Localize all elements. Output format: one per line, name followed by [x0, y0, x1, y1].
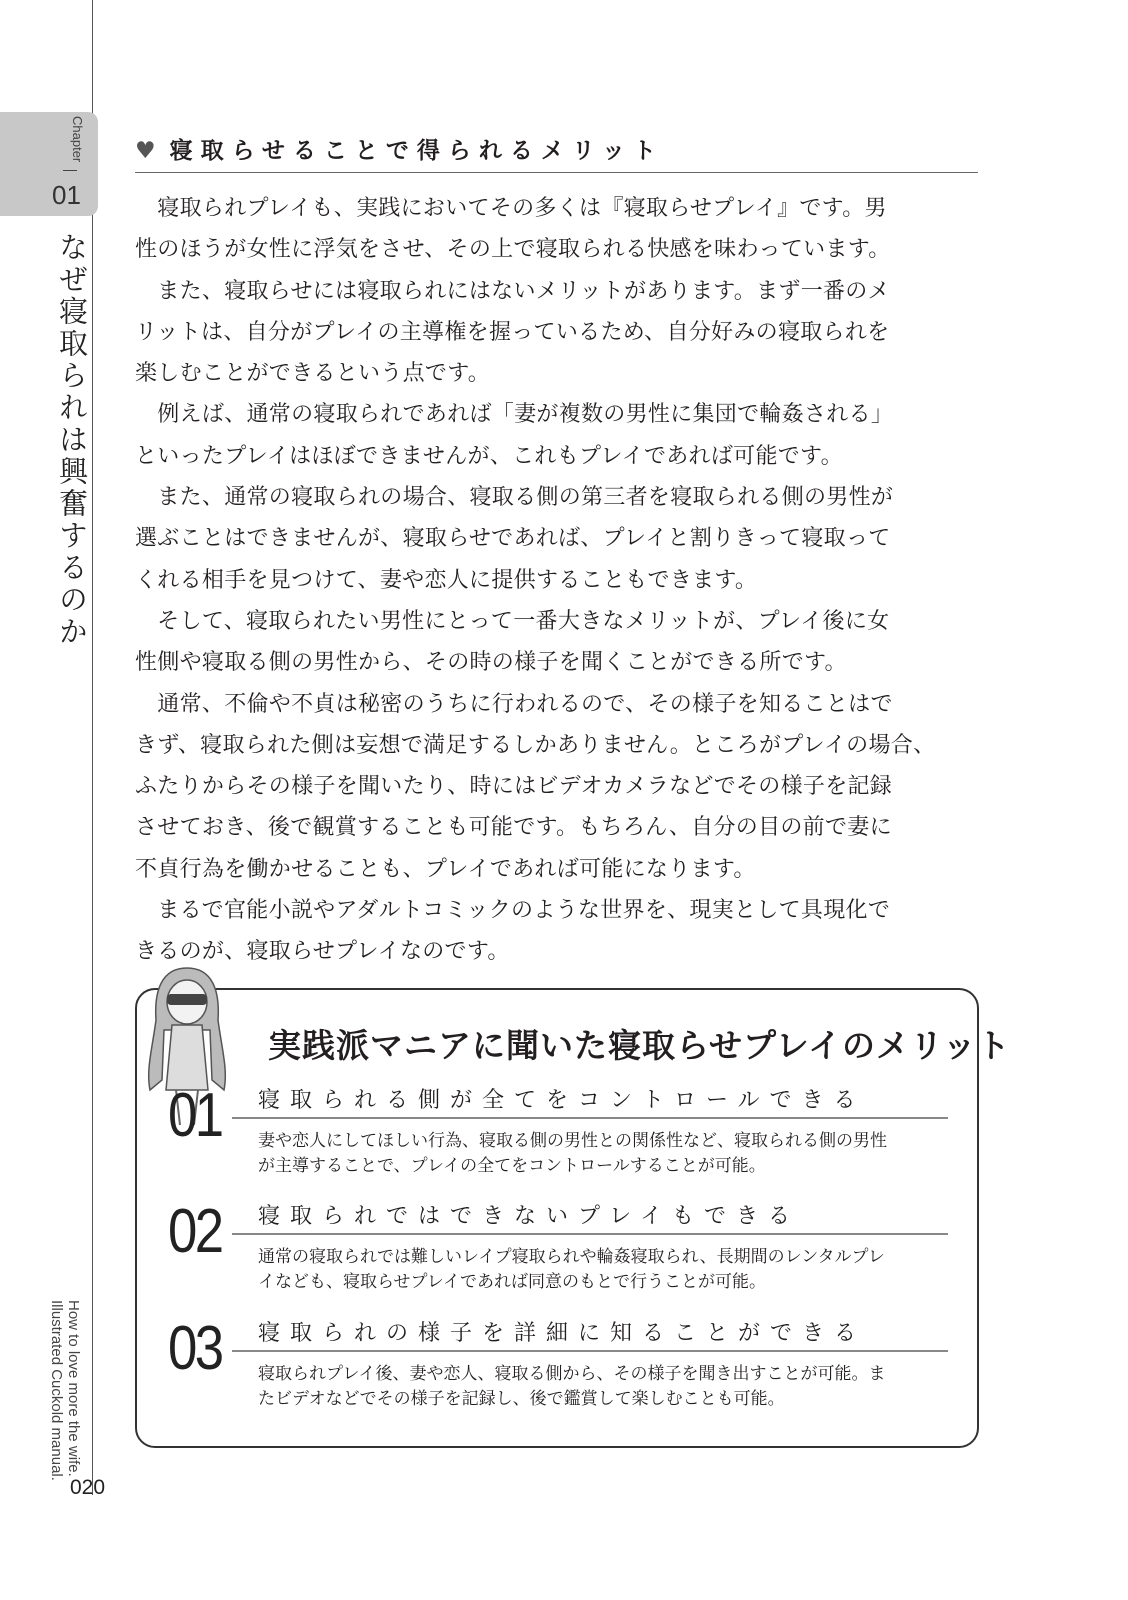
section-heading-text: 寝取らせることで得られるメリット: [169, 138, 665, 164]
body-line: 例えば、通常の寝取られであれば「妻が複数の男性に集団で輪姦される」: [135, 402, 894, 428]
item-divider: [232, 1350, 948, 1352]
body-line: きず、寝取られた側は妄想で満足するしかありません。ところがプレイの場合、: [135, 732, 936, 758]
box-title: 実践派マニアに聞いた寝取らせプレイのメリット: [268, 1026, 1011, 1065]
book-title-line: Illustrated Cuckold manual.: [48, 1300, 65, 1481]
body-line: 寝取られプレイも、実践においてその多くは『寝取らせプレイ』です。男: [135, 196, 887, 221]
body-line: きるのが、寝取らせプレイなのです。: [135, 939, 510, 965]
item-divider: [232, 1117, 948, 1119]
book-title-line: How to love more the wife.: [65, 1300, 82, 1477]
body-line: 性のほうが女性に浮気をさせ、その上で寝取られる快感を味わっています。: [135, 237, 891, 263]
chapter-divider: [63, 170, 77, 171]
item-heading: 寝取られではできないプレイもできる: [258, 1204, 801, 1229]
item-description: 寝取られプレイ後、妻や恋人、寝取る側から、その様子を聞き出すことが可能。ま たビデオなどでその様子を記録し、後で鑑賞して楽しむことも可能。: [258, 1364, 886, 1409]
body-line: くれる相手を見つけて、妻や恋人に提供することもできます。: [135, 567, 758, 593]
body-text: [135, 188, 995, 973]
item-divider: [232, 1233, 948, 1235]
body-line: させておき、後で観賞することも可能です。もちろん、自分の目の前で妻に: [135, 815, 892, 841]
page-number: 020: [70, 1476, 106, 1499]
body-line: リットは、自分がプレイの主導権を握っているため、自分好みの寝取られを: [135, 319, 890, 345]
item-number: 03: [168, 1314, 222, 1383]
section-heading: [135, 132, 978, 173]
margin-rule: [92, 0, 93, 1495]
body-line: そして、寝取られたい男性にとって一番大きなメリットが、プレイ後に女: [135, 608, 890, 634]
chapter-number: 01: [52, 180, 81, 210]
body-line: 性側や寝取る側の男性から、その時の様子を聞くことができる所です。: [135, 650, 847, 676]
body-line: 不貞行為を働かせることも、プレイであれば可能になります。: [135, 856, 756, 882]
chapter-label: Chapter: [70, 116, 85, 163]
book-title: [48, 1300, 82, 1481]
heart-icon: ♥: [135, 138, 164, 164]
body-line: 通常、不倫や不貞は秘密のうちに行われるので、その様子を知ることはで: [135, 691, 893, 717]
body-line: 選ぶことはできませんが、寝取らせであれば、プレイと割りきって寝取って: [135, 526, 891, 552]
item-heading: 寝取られの様子を詳細に知ることができる: [258, 1321, 867, 1346]
body-line: まるで官能小説やアダルトコミックのような世界を、現実として具現化で: [135, 898, 891, 924]
body-line: 楽しむことができるという点です。: [135, 361, 491, 387]
body-line: また、通常の寝取られの場合、寝取る側の第三者を寝取られる側の男性が: [135, 485, 894, 511]
item-description: 通常の寝取られでは難しいレイプ寝取られや輪姦寝取られ、長期間のレンタルプレ イなども、寝取らせプレイであれば同意のもとで行うことが可能。: [258, 1247, 885, 1292]
body-line: といったプレイはほぼできませんが、これもプレイであれば可能です。: [135, 443, 843, 469]
body-line: ふたりからその様子を聞いたり、時にはビデオカメラなどでその様子を記録: [135, 774, 893, 800]
item-description: 妻や恋人にしてほしい行為、寝取る側の男性との関係性など、寝取られる側の男性 が主導することで、プレイの全てをコントロールすることが可能。: [258, 1131, 887, 1176]
chapter-tab: [0, 112, 98, 216]
body-line: また、寝取らせには寝取られにはないメリットがあります。まず一番のメ: [135, 278, 890, 304]
item-number: 01: [168, 1081, 222, 1150]
item-number: 02: [168, 1197, 222, 1266]
item-heading: 寝取られる側が全てをコントロールできる: [258, 1088, 866, 1113]
chapter-title: なぜ寝取られは興奮するのか: [55, 232, 89, 648]
